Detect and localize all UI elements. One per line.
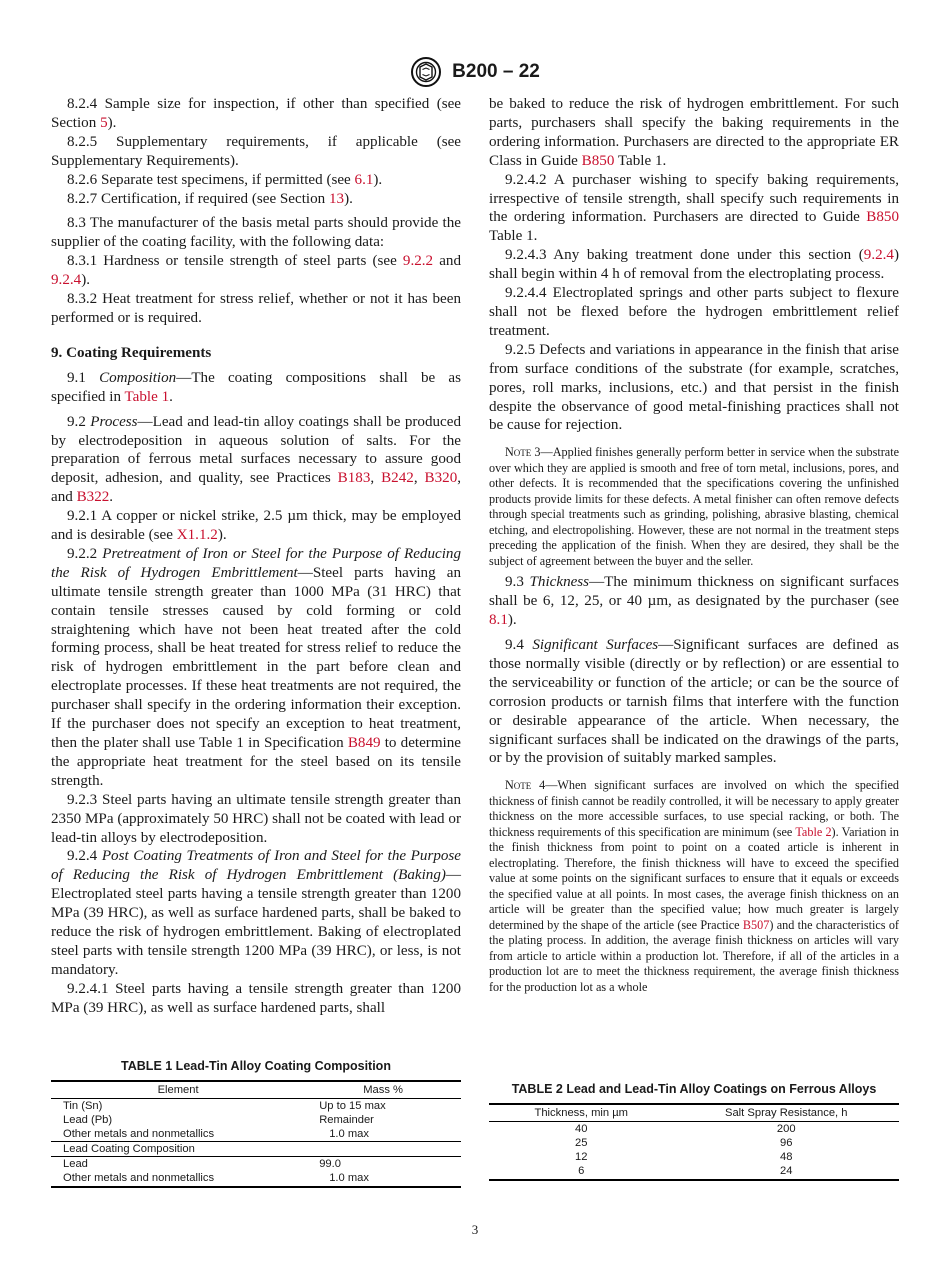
link-9-2-4[interactable]: 9.2.4: [863, 247, 894, 264]
page-number: 3: [471, 1222, 479, 1237]
link-b183[interactable]: B183: [337, 470, 371, 487]
para-9-2-3: 9.2.3 Steel parts having an ultimate tensile strength greater than 2350 MPa (approximately 50 HRC) shall not be coated with lead or lead-tin alloys by electrodeposition.: [51, 791, 461, 846]
para-9-1: 9.1 Composition—The coating compositions shall be as specified in Table 1.: [51, 369, 462, 405]
link-b242[interactable]: B242: [381, 470, 414, 487]
table-row: Tin (Sn) Up to 15 max: [63, 1100, 386, 1112]
table-row: 12 48: [575, 1151, 793, 1163]
section-9-heading: 9. Coating Requirements: [51, 344, 212, 361]
table-row: Lead (Pb) Remainder: [63, 1114, 374, 1126]
link-table-2[interactable]: Table 2: [795, 824, 832, 839]
table-2: [489, 1082, 899, 1181]
astm-logo-icon: [410, 56, 442, 88]
table-row: Other metals and nonmetallics 1.0 max: [51, 1127, 461, 1142]
para-9-2-4-1: 9.2.4.1 Steel parts having a tensile strength greater than 1200 MPa (39 HRC), as well as surface hardened parts, shall: [51, 980, 461, 1016]
page-header: [0, 56, 950, 88]
table-row: 40 200: [575, 1123, 796, 1135]
note-3: Note 3—Applied finishes generally perform better in service when the substrate over which they are applied is smooth and free of torn metal, inclusions, pores, and other defects. It is recommended that the specifications covering the unfinished products provide limits for these defects. A metal finisher can often remove defects through special treatments such as grinding, polishing, abrasive blasting, chemical etching, and electropolishing. However, these are not normal in the treatment steps preceding the application of the finish. When they are desired, they shall be the subject of agreement between the buyer and the seller.: [489, 445, 899, 568]
link-9-2-2[interactable]: 9.2.2: [402, 253, 434, 270]
para-9-2-4-3: 9.2.4.3 Any baking treatment done under this section (9.2.4) shall begin within 4 h of removal from the electroplating process.: [489, 247, 899, 283]
para-8-3-1: 8.3.1 Hardness or tensile strength of steel parts (see 9.2.2 and 9.2.4).: [51, 253, 461, 289]
para-9-4: 9.4 Significant Surfaces—Significant surfaces are defined as those normally visible (directly or by reflection) or are essential to the serviceability or function of the article; or can be the source of corrosion products or tarnish films that interfere with the function or desirable appearance of the article. When necessary, the significant surfaces shall be indicated on the drawings of the parts, or by the provision of suitably marked samples.: [489, 637, 900, 767]
link-b507[interactable]: B507: [742, 917, 770, 932]
note-4: Note 4—When significant surfaces are involved on which the specified thickness of finish cannot be readily controlled, it will be necessary to apply greater thickness on the more accessible surfaces, to use special racking, or both. The thickness requirements of this specification are minimum (see Table 2). Variation in the finish thickness from point to point on a coated article is inherent in electroplating. Therefore, the finish thickness will have to exceed the specified value at some points on the significant surfaces to ensure that it equals or exceeds the specified value at all points. In most cases, the average finish thickness on an article will be greater than the specified value; how much greater is largely determined by the shape of the article (see Practice B507) and the characteristics of the plating process. In addition, the average finish thickness on articles will vary from article to article within a production lot. Therefore, if all of the articles in a production lot are to meet the thickness requirement, the average finish thickness for the production lot as a whole: [489, 778, 899, 994]
para-8-3: 8.3 The manufacturer of the basis metal parts should provide the supplier of the coating facility, with the following data:: [51, 215, 461, 251]
para-9-2-4-2: 9.2.4.2 A purchaser wishing to specify baking requirements, irrespective of tensile strength, shall specify such requirements in the ordering information. Purchasers are directed to Guide B850 Table 1.: [489, 171, 899, 245]
link-9-2-4[interactable]: 9.2.4: [51, 272, 82, 289]
para-8-2-4: 8.2.4 Sample size for inspection, if other than specified (see Section 5).: [51, 96, 461, 131]
document-code: B200 – 22: [452, 61, 540, 82]
link-b322[interactable]: B322: [76, 489, 110, 506]
link-b850[interactable]: B850: [581, 152, 615, 169]
link-section-13[interactable]: 13: [328, 190, 345, 207]
left-column: [51, 95, 461, 1018]
link-section-5[interactable]: 5: [100, 114, 108, 131]
para-9-3: 9.3 Thickness—The minimum thickness on significant surfaces shall be 6, 12, 25, or 40 µm, as designated by the purchaser (see 8.1).: [489, 574, 900, 629]
table-row: 25 96: [575, 1137, 793, 1149]
table-1-title: TABLE 1 Lead-Tin Alloy Coating Composition: [121, 1059, 391, 1073]
link-b850[interactable]: B850: [866, 209, 899, 226]
link-x1-1-2[interactable]: X1.1.2: [176, 527, 218, 544]
para-9-2-5: 9.2.5 Defects and variations in appearance in the finish that arise from surface conditions of the substrate (for example, scratches, pores, roll marks, inclusions, etc.) and that persist in the finish despite the observance of good metal-finishing practices shall not be cause for rejection.: [489, 341, 899, 434]
table-row: Lead 99.0: [63, 1158, 341, 1170]
para-9-2-4-4: 9.2.4.4 Electroplated springs and other parts subject to flexure shall not be flexed before the hydrogen embrittlement relief treatment.: [489, 285, 899, 339]
para-8-3-2: 8.3.2 Heat treatment for stress relief, whether or not it has been performed or is required.: [51, 291, 461, 326]
para-9-2-2: 9.2.2 Pretreatment of Iron or Steel for the Purpose of Reducing the Risk of Hydrogen Embrittlement—Steel parts having an ultimate tensile strength greater than 1000 MPa (31 HRC) that contain tensile stresses caused by cold forming or cold straightening which have not been heat treated after the cold forming process, shall be heat treated for stress relief to reduce the risk of hydrogen embrittlement in the part before clean and electroplate processes. If these heat treatments are not required, the purchaser shall specify in the ordering information their exception. If the purchaser does not specify an exception to heat treatment, then the plater shall use Table 1 in Specification B849 to determine the appropriate heat treatment for the steel based on its tensile strength.: [51, 545, 462, 789]
para-9-2-4-1-cont: be baked to reduce the risk of hydrogen embrittlement. For such parts, purchasers shall specify the baking requirements in the ordering information. Purchasers are directed to the appropriate ER Class in Guide B850 Table 1.: [489, 96, 899, 169]
table-1: [51, 1059, 461, 1188]
link-8-1[interactable]: 8.1: [489, 612, 508, 629]
table-row: 6 24: [489, 1164, 899, 1180]
link-b849[interactable]: B849: [347, 735, 381, 751]
para-9-2: 9.2 Process—Lead and lead-tin alloy coatings shall be produced by electrodeposition in aqueous solution of salts. For the preparation of ferrous metal surfaces necessary to assure good deposit, adhesion, and quality, see Practices B183, B242, B320, and B322.: [51, 413, 462, 506]
para-8-2-6: 8.2.6 Separate test specimens, if permitted (see 6.1).: [67, 171, 383, 188]
table-1-header-element: Element: [51, 1081, 305, 1099]
table-row: Lead Coating Composition: [51, 1142, 461, 1157]
right-column: [489, 95, 899, 999]
para-9-2-1: 9.2.1 A copper or nickel strike, 2.5 µm thick, may be employed and is desirable (see X1.1.2).: [51, 508, 461, 544]
para-8-2-7: 8.2.7 Certification, if required (see Section 13).: [67, 190, 353, 207]
para-8-2-5: 8.2.5 Supplementary requirements, if applicable (see Supplementary Requirements).: [51, 133, 461, 169]
table-2-header-thickness: Thickness, min µm: [489, 1104, 674, 1122]
para-9-2-4: 9.2.4 Post Coating Treatments of Iron and Steel for the Purpose of Reducing the Risk of Hydrogen Embrittlement (Baking)—Electroplated steel parts having a tensile strength greater than 1200 MPa (39 HRC), as well as surface hardened parts, shall be baked to reduce the risk of hydrogen embrittlement. Baking of electroplated steel parts with tensile strength 1200 MPa (39 HRC), or less, is not mandatory.: [51, 848, 461, 978]
link-table-1[interactable]: Table 1: [124, 388, 170, 405]
link-6-1[interactable]: 6.1: [354, 171, 374, 188]
table-1-header-mass: Mass %: [305, 1081, 461, 1099]
link-b320[interactable]: B320: [424, 470, 458, 487]
table-2-title: TABLE 2 Lead and Lead-Tin Alloy Coatings on Ferrous Alloys: [511, 1082, 877, 1096]
table-row: Other metals and nonmetallics 1.0 max: [51, 1171, 461, 1187]
table-2-header-salt-spray: Salt Spray Resistance, h: [674, 1104, 900, 1122]
